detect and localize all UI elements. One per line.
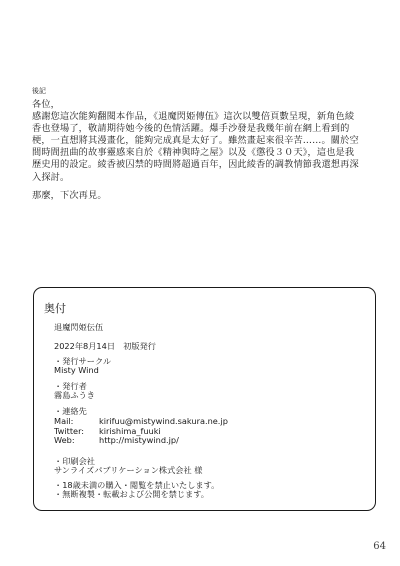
afterword-line: 香也登場了，敬請期待她今後的色情活躍。爆手沙發是我幾年前在網上看到的 (32, 123, 350, 135)
afterword-line: 入探討。 (32, 171, 70, 183)
notice-age: ・18歳未満の購入・閲覧を禁止いたします。 (54, 480, 220, 490)
contact-value: http://mistywind.jp/ (99, 435, 179, 446)
contact-key: Twitter: (54, 425, 85, 436)
page-number: 64 (373, 541, 386, 552)
afterword-line: 間時間扭曲的故事靈感來自於《精神與時之屋》以及《懲役３０天》，這也是我 (32, 147, 355, 159)
printer-name: サンライズパブリケーション株式会社 様 (54, 465, 203, 475)
contact-web (54, 436, 228, 446)
colophon-heading: 奥付 (44, 302, 66, 315)
notice-copyright: ・無断複製・転載および公開を禁じます。 (54, 489, 209, 499)
circle-name: Misty Wind (54, 365, 99, 375)
publisher-name: 霧島ふうき (54, 390, 95, 400)
contact-label: ・連絡先 (54, 406, 87, 416)
circle-label: ・発行サークル (54, 356, 112, 366)
book-title: 退魔閃姫伝伍 (54, 322, 104, 332)
contact-value: kirifuu@mistywind.sakura.ne.jp (99, 416, 228, 426)
contact-key: Mail: (54, 416, 74, 426)
afterword-closing: 那麼，下次再見。 (32, 189, 107, 201)
afterword-line: 各位， (32, 99, 61, 110)
release-info: 2022年8月14日 初版発行 (54, 341, 156, 351)
contact-key: Web: (54, 435, 75, 446)
contact-value: kirishima_fuuki (99, 425, 161, 436)
afterword (32, 86, 377, 202)
contact-list (54, 417, 228, 446)
afterword-title: 後記 (32, 87, 46, 95)
afterword-line: 感謝您這次能夠翻閱本作品，《退魔閃姫傳伍》這次以雙倍頁數呈現，新角色綾 (32, 111, 355, 123)
printer-label: ・印刷会社 (54, 456, 95, 466)
afterword-line: 梗，一直想將其漫畫化，能夠完成真是太好了。雖然畫起來很辛苦……。關於空 (32, 135, 359, 147)
afterword-line: 歷史用的設定。綾香被囚禁的時間將超過百年，因此綾香的調教情節我還想再深 (32, 159, 359, 171)
publisher-label: ・発行者 (54, 381, 87, 391)
colophon-box (33, 287, 376, 511)
